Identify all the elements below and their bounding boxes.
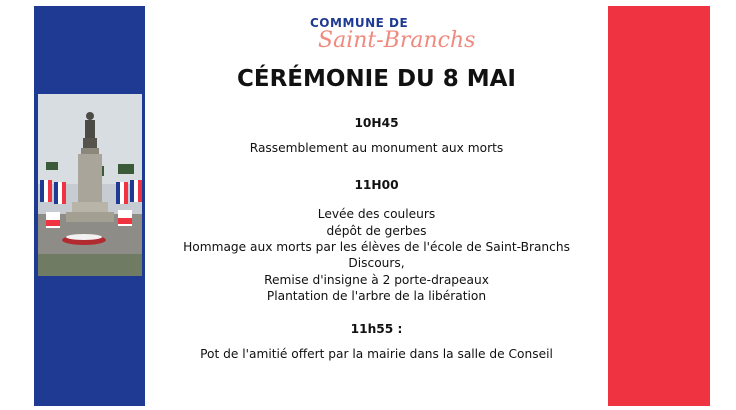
logo-town-script: Saint-Branchs [318, 28, 476, 53]
schedule-time-1: 10H45 [354, 116, 399, 130]
commune-logo [300, 14, 476, 60]
schedule-item: Hommage aux morts par les élèves de l'école de Saint-Branchs [183, 240, 570, 254]
schedule-item: Pot de l'amitié offert par la mairie dans la salle de Conseil [200, 347, 553, 361]
war-memorial-photo [38, 94, 142, 276]
schedule-time-2: 11H00 [354, 178, 399, 192]
schedule-item: Levée des couleurs [317, 207, 436, 221]
logo-commune-text: COMMUNE DE [310, 16, 409, 30]
schedule-item: Discours, [348, 256, 405, 270]
schedule-time-3: 11h55 : [350, 322, 403, 336]
schedule-item: Rassemblement au monument aux morts [249, 141, 504, 155]
schedule-item: Remise d'insigne à 2 porte-drapeaux [264, 273, 489, 287]
page-title: CÉRÉMONIE DU 8 MAI [236, 66, 516, 92]
schedule-item: dépôt de gerbes [326, 224, 427, 238]
schedule-item: Plantation de l'arbre de la libération [266, 289, 487, 303]
flag-red-band [608, 6, 710, 406]
